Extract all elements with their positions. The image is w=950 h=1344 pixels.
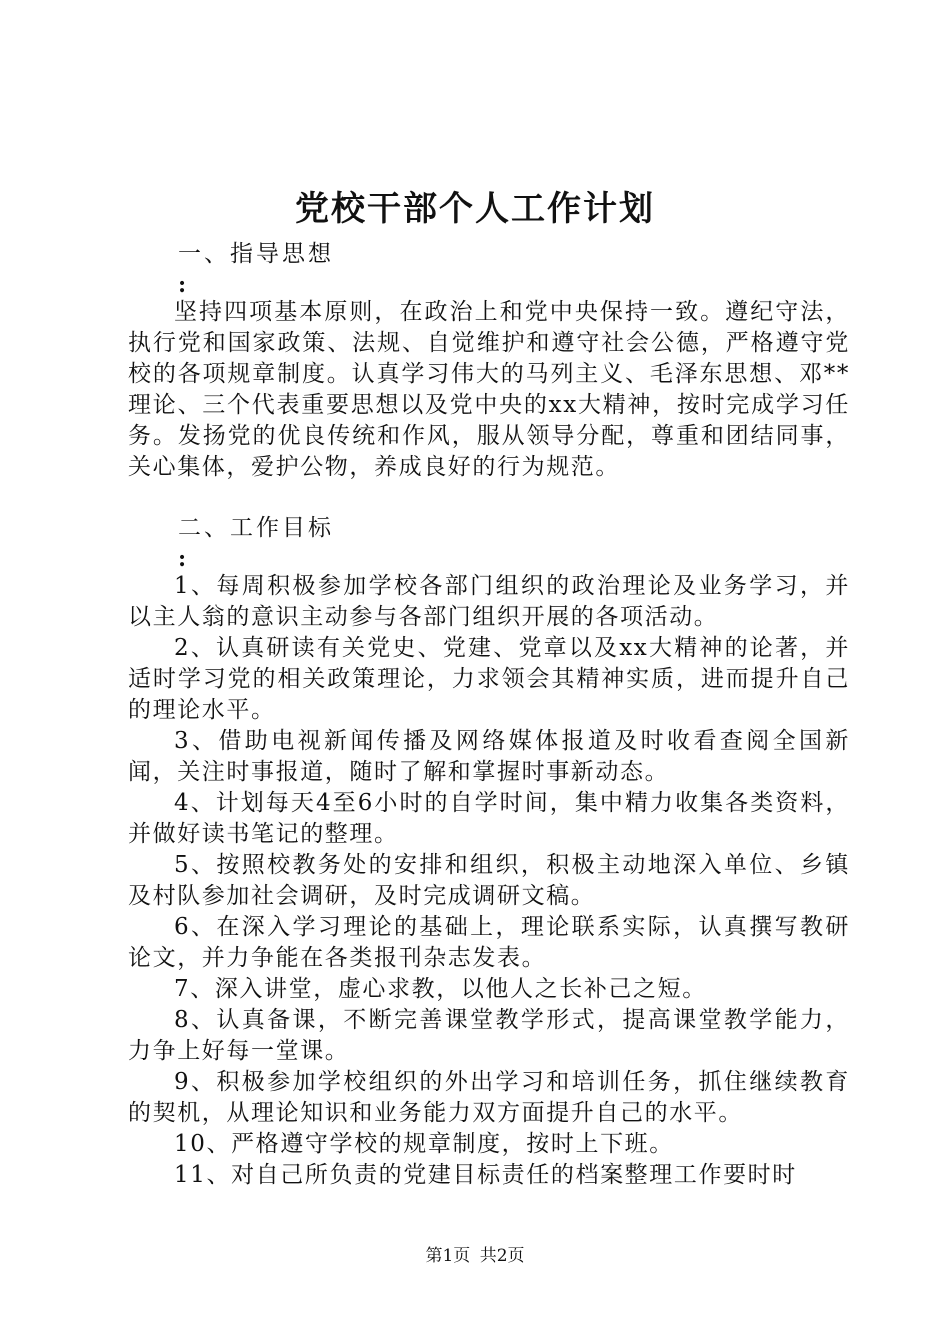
goal-item-5: 5、按照校教务处的安排和组织，积极主动地深入单位、乡镇及村队参加社会调研，及时完成调研文稿。 [128,852,850,909]
section-colon: : [178,546,187,572]
goal-item-11: 11、对自己所负责的党建目标责任的档案整理工作要时时 [174,1162,797,1188]
page-number: 第1页 [425,1246,471,1266]
section-heading-guiding-thought: 一、指导思想 [178,241,334,267]
document-title: 党校干部个人工作计划 [295,189,655,229]
goal-item-10: 10、严格遵守学校的规章制度，按时上下班。 [174,1131,674,1157]
goal-item-6: 6、在深入学习理论的基础上，理论联系实际，认真撰写教研论文，并力争能在各类报刊杂志发表。 [128,914,850,971]
goal-item-7: 7、深入讲堂，虚心求教，以他人之长补己之短。 [174,976,707,1002]
page-footer [0,1244,950,1268]
section-colon: : [178,272,187,298]
goal-item-1: 1、每周积极参加学校各部门组织的政治理论及业务学习，并以主人翁的意识主动参与各部门组织开展的各项活动。 [128,573,850,630]
section-heading-work-goals: 二、工作目标 [178,515,334,541]
page-total: 共2页 [479,1246,525,1266]
goal-item-9: 9、积极参加学校组织的外出学习和培训任务，抓住继续教育的契机，从理论知识和业务能力双方面提升自己的水平。 [128,1069,850,1126]
goal-item-4: 4、计划每天4至6小时的自学时间，集中精力收集各类资料，并做好读书笔记的整理。 [128,790,850,847]
goal-item-2: 2、认真研读有关党史、党建、党章以及xx大精神的论著，并适时学习党的相关政策理论，力求领会其精神实质，进而提升自己的理论水平。 [128,635,850,723]
goal-item-3: 3、借助电视新闻传播及网络媒体报道及时收看查阅全国新闻，关注时事报道，随时了解和掌握时事新动态。 [128,728,850,785]
goal-item-8: 8、认真备课，不断完善课堂教学形式，提高课堂教学能力，力争上好每一堂课。 [128,1007,850,1064]
guiding-thought-paragraph: 坚持四项基本原则，在政治上和党中央保持一致。遵纪守法，执行党和国家政策、法规、自觉维护和遵守社会公德，严格遵守党校的各项规章制度。认真学习伟大的马列主义、毛泽东思想、邓**理论、三个代表重要思想以及党中央的xx大精神，按时完成学习任务。发扬党的优良传统和作风，服从领导分配，尊重和团结同事，关心集体，爱护公物，养成良好的行为规范。 [128,299,850,480]
